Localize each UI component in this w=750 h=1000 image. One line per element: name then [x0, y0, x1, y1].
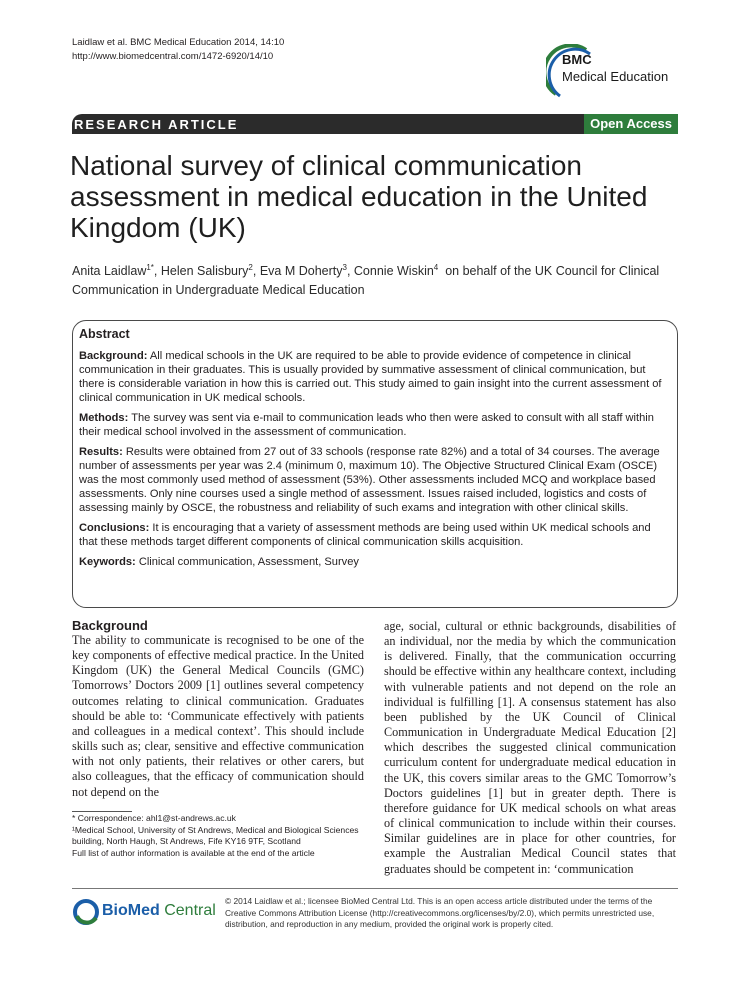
logo-journal-text: Medical Education	[562, 69, 669, 84]
citation-line-1: Laidlaw et al. BMC Medical Education 2014, 14:10	[72, 37, 285, 48]
author-name: Anita Laidlaw	[72, 264, 147, 279]
author-info-note: Full list of author information is available at the end of the article	[72, 847, 315, 858]
author-name: Helen Salisbury	[160, 264, 249, 279]
abstract-results: Results: Results were obtained from 27 out of 33 schools (response rate 82%) and a total of 34 courses. The average number of assessments per year was 2.4 (minimum 0, maximum 10). The Objective Structured Clinical Exam (OSCE) was the most commonly used method of assessment (53%). Other assessments included MCQ and workplace based assessments. Only nine courses used a single method of assessment. Issues raised included, logistics and costs of assessing mainly by OSCE, the robustness and reliability of such exams and integration with other clinical skills.	[79, 446, 660, 514]
body-paragraph: age, social, cultural or ethnic backgrounds, disabilities of an individual, nor the media by which the communication is delivered. Finally, that the communication occurring should be effective within any healthcare context, including with vulnerable patients and not depend on the role an individual is fulfilling [1]. A consensus statement has also been published by the UK Council of Clinical Communication in Undergraduate Medical Education [2] which describes the suggested clinical communication curriculum content for undergraduate medical education in the UK, this covers similar areas to the GMC Tomorrow’s Doctors guidelines [1] but in greater depth. There is therefore guidance for UK medical schools on what areas of clinical communication to include within their courses. Similar guidelines are in place for other countries, for example the Australian Medical Council states that graduates should be competent in: ‘communication	[384, 619, 676, 876]
author-list: Anita Laidlaw$^{1*}$, Helen Salisbury$^2$, Eva M Doherty$^3$, Connie Wiskin$^4$ on behalf of the UK Council for Clinical Communication in Undergraduate Medical Education	[72, 263, 660, 298]
section-heading-background: Background	[72, 618, 148, 633]
abstract-background: Background: All medical schools in the UK are required to be able to provide evidence of competence in clinical communication in their graduates. This is usually provided by summative assessment of clinical communication, but there is considerable variation in how this is carried out. This study aimed to gain insight into the current assessment of clinical communication in UK medical schools.	[79, 350, 662, 404]
biomed-central-logo	[72, 896, 217, 926]
footnotes	[72, 813, 372, 859]
abstract-heading: Abstract	[79, 327, 130, 341]
license-statement: © 2014 Laidlaw et al.; licensee BioMed Central Ltd. This is an open access article distributed under the terms of the Creative Commons Attribution License (http://creativecommons.org/licenses/by/2.0), which permits unrestricted use, distribution, and reproduction in any medium, provided the original work is properly cited.	[225, 896, 655, 930]
author-name: Eva M Doherty	[259, 264, 343, 279]
logo-bmc-text: BMC	[562, 52, 592, 67]
body-left-column	[72, 619, 364, 800]
open-access-badge: Open Access	[584, 114, 678, 134]
article-type-label: RESEARCH ARTICLE	[74, 116, 239, 132]
journal-citation	[72, 36, 284, 64]
biomed-swirl-icon	[72, 898, 100, 926]
abstract-conclusions: Conclusions: It is encouraging that a variety of assessment methods are being used within UK medical schools and that these methods target different components of clinical communication skills acquisition.	[79, 522, 651, 548]
body-right-column	[384, 619, 676, 877]
correspondence-email[interactable]: * Correspondence: ahl1@st-andrews.ac.uk	[72, 813, 236, 823]
abstract-box	[72, 320, 678, 608]
bmc-medical-education-logo	[546, 44, 676, 106]
affiliation-line: ¹Medical School, University of St Andrews, Medical and Biological Sciences	[72, 824, 359, 835]
footnote-divider	[72, 811, 132, 812]
citation-url[interactable]: http://www.biomedcentral.com/1472-6920/14/10	[72, 51, 274, 62]
author-name: Connie Wiskin	[353, 264, 434, 279]
article-title: National survey of clinical communication assessment in medical education in the United Kingdom (UK)	[70, 150, 648, 243]
abstract-methods: Methods: The survey was sent via e-mail to communication leads who then were asked to consult with all staff within their medical school involved in the assessment of communication.	[79, 412, 654, 438]
authors-affiliation-note: on behalf of the UK Council for Clinical Communication in Undergraduate Medical Education	[72, 264, 660, 298]
footer-divider	[72, 888, 678, 889]
biomed-central-wordmark: BioMed Central	[102, 902, 216, 919]
article-type-banner	[72, 114, 678, 134]
abstract-keywords: Keywords: Clinical communication, Assessment, Survey	[79, 556, 359, 568]
body-paragraph: The ability to communicate is recognised to be one of the key components of effective medical practice. In the United Kingdom (UK) the General Medical Councils (GMC) Tomorrows’ Doctors 2009 [1] outlines several competency outcomes relating to clinical communication. Graduates should be able to: ‘Communicate effectively with patients and colleagues in a medical context’. This should include skills such as; clear, sensitive and effective communication with not only patients, their relatives or other carers, but also colleagues, that the efficacy of communication should not depend on the	[72, 633, 364, 799]
affiliation-line: building, North Haugh, St Andrews, Fife KY16 9TF, Scotland	[72, 836, 301, 847]
